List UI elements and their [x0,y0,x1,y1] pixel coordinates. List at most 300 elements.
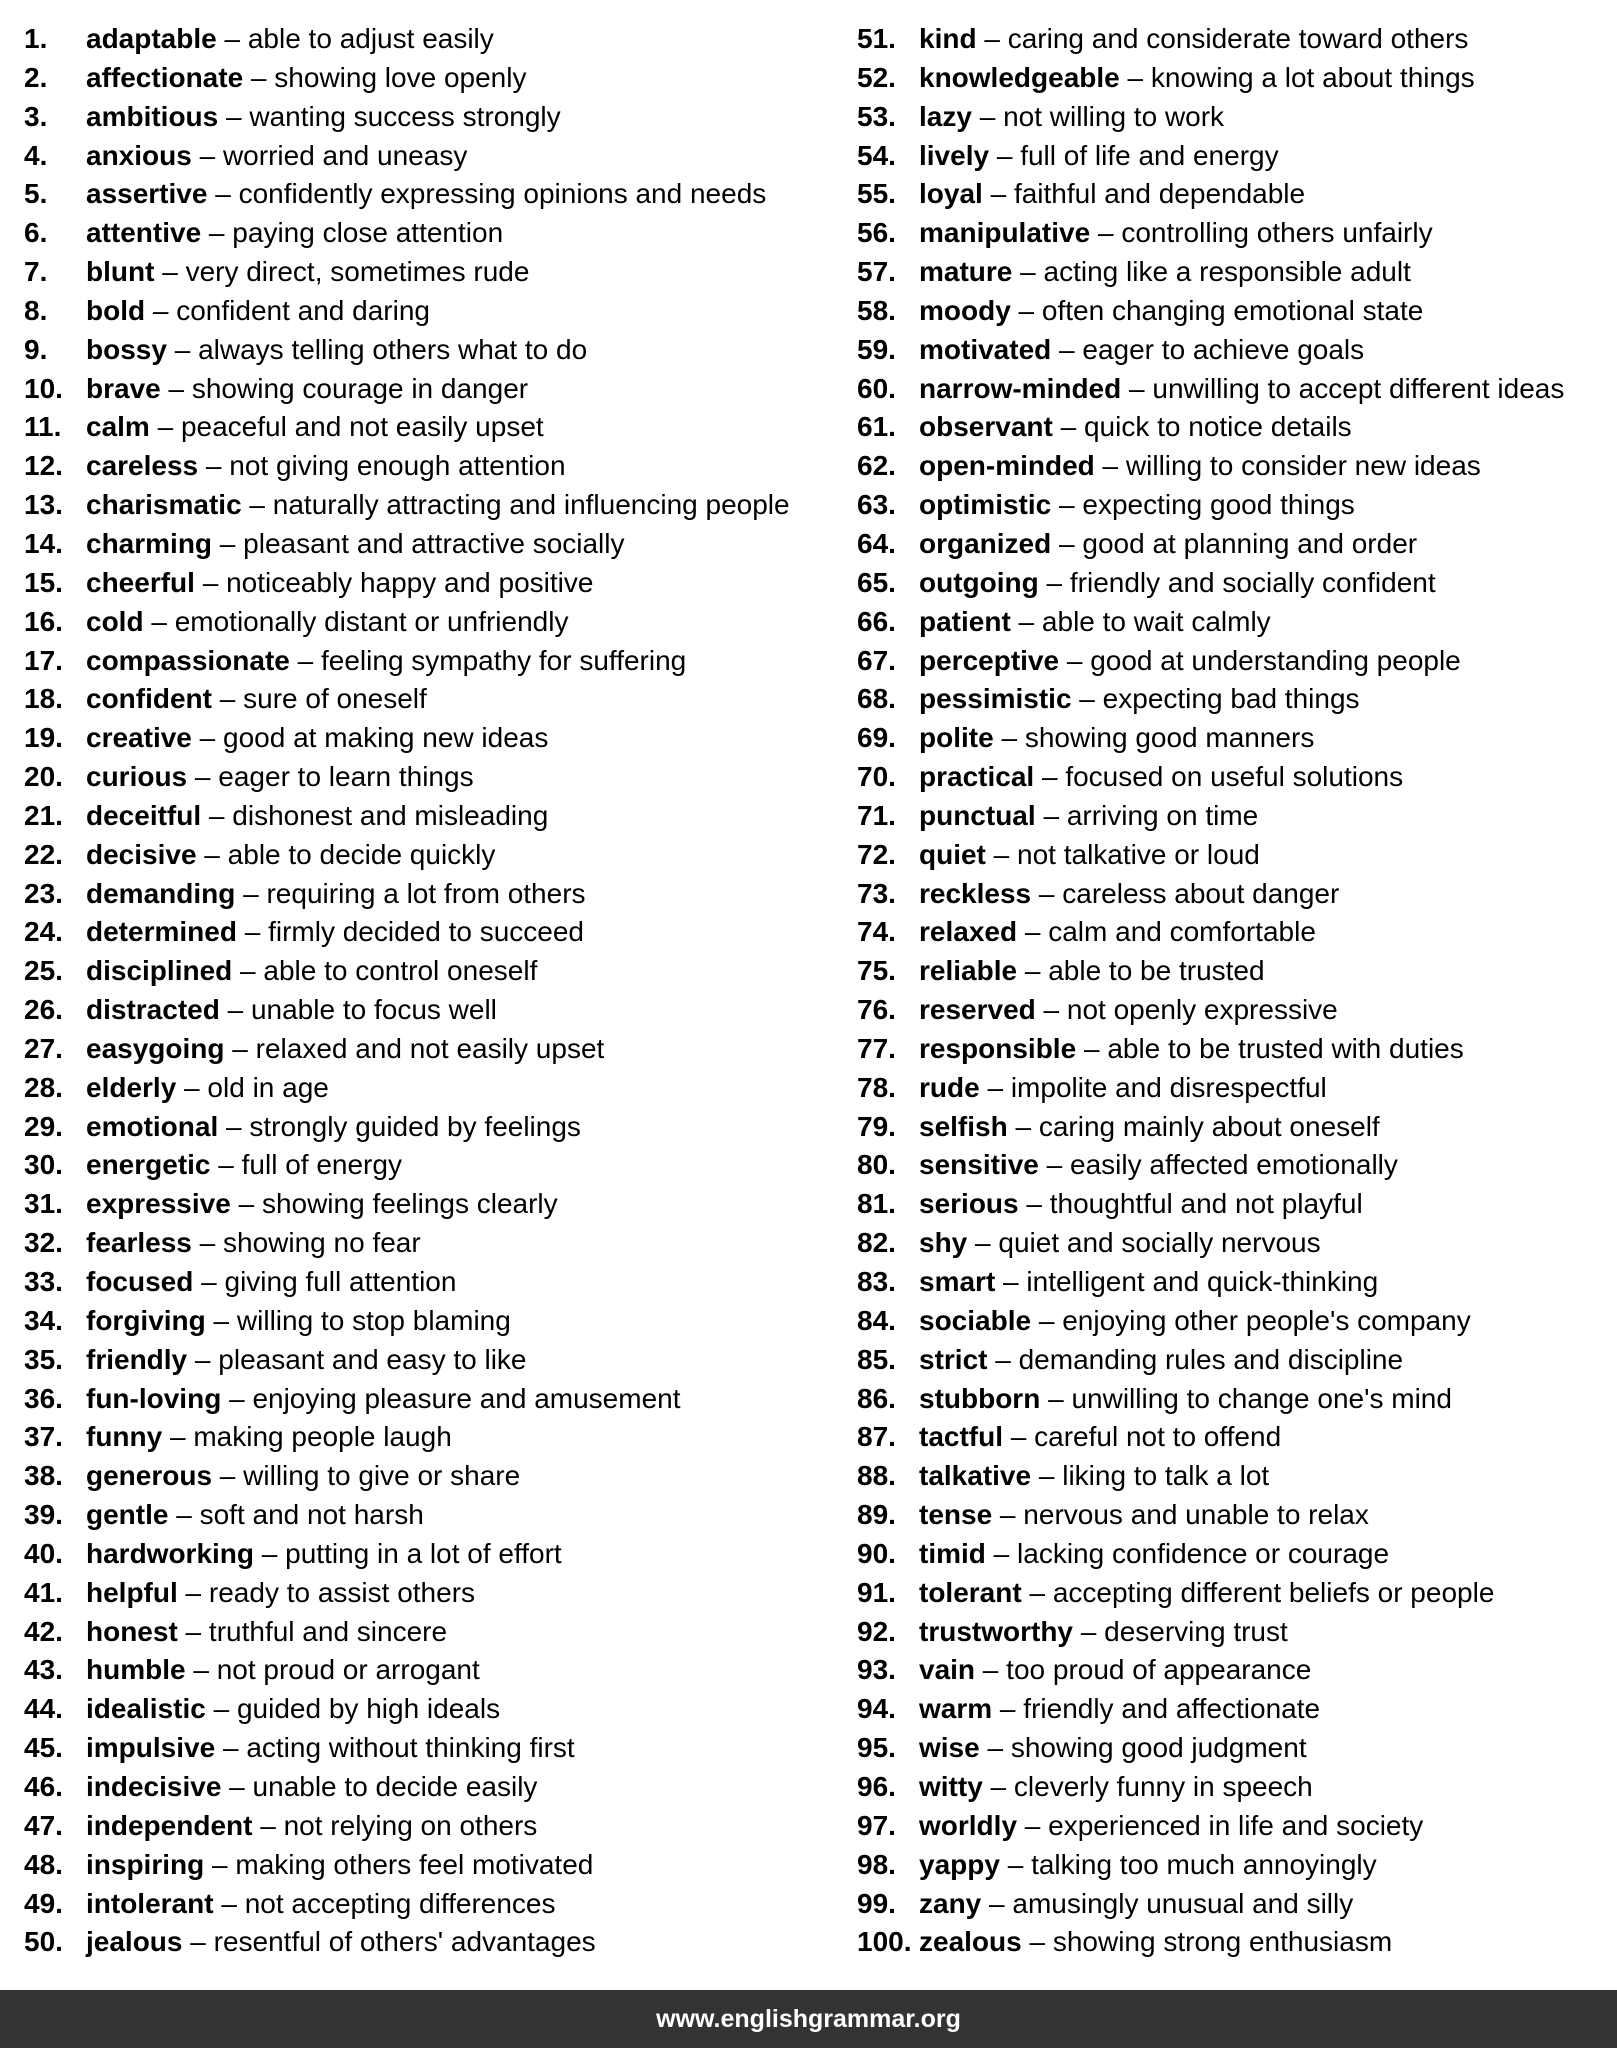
item-text [86,175,766,214]
item-separator: – [210,1149,242,1181]
item-term: gentle [86,1499,169,1531]
item-definition: feeling sympathy for suffering [321,644,687,676]
item-separator: – [982,1770,1014,1802]
list-item [857,1380,1597,1419]
item-separator: – [241,489,273,521]
item-definition: noticeably happy and positive [226,566,594,598]
item-term: expressive [86,1188,231,1220]
item-definition: thoughtful and not playful [1049,1188,1363,1220]
item-term: cold [86,605,144,637]
item-term: determined [86,916,237,948]
item-number: 62. [857,450,896,482]
item-number: 7. [24,256,48,288]
item-text [919,603,1271,642]
list-item [857,1341,1597,1380]
item-term: curious [86,761,188,793]
item-term: idealistic [86,1693,206,1725]
item-term: witty [919,1770,983,1802]
list-item [857,1768,1597,1807]
list-item [24,1030,844,1069]
item-number: 32. [24,1227,63,1259]
item-term: open-minded [919,450,1095,482]
item-separator: – [235,877,267,909]
item-text [86,875,586,914]
item-term: confident [86,683,212,715]
list-item [24,331,844,370]
item-definition: cleverly funny in speech [1013,1770,1313,1802]
item-text [86,1807,537,1846]
list-item [857,680,1597,719]
list-item [24,370,844,409]
item-separator: – [215,1732,247,1764]
item-separator: – [216,23,248,54]
item-term: anxious [86,139,192,171]
list-item [24,20,844,59]
item-text [86,1146,402,1185]
item-number: 37. [24,1421,63,1453]
list-item [24,1729,844,1768]
item-number: 24. [24,916,63,948]
item-text [919,486,1355,525]
item-term: elderly [86,1071,177,1103]
item-term: mature [919,256,1013,288]
item-separator: – [1059,644,1091,676]
item-definition: not proud or arrogant [216,1654,480,1686]
item-number: 78. [857,1071,896,1103]
item-separator: – [976,23,1008,54]
item-text [86,1030,604,1069]
item-separator: – [1031,1304,1063,1336]
item-definition: expecting good things [1082,489,1355,521]
footer-website-link[interactable]: www.englishgrammar.org [656,2005,961,2033]
item-term: helpful [86,1576,178,1608]
item-term: moody [919,294,1011,326]
item-text [86,1302,511,1341]
item-definition: able to control oneself [263,955,538,987]
list-item [24,175,844,214]
item-term: bossy [86,333,167,365]
item-text [919,370,1564,409]
item-number: 70. [857,761,896,793]
item-definition: faithful and dependable [1013,178,1306,210]
list-item [24,913,844,952]
item-definition: guided by high ideals [236,1693,501,1725]
item-term: selfish [919,1110,1008,1142]
item-number: 53. [857,100,896,132]
item-definition: always telling others what to do [198,333,588,365]
item-number: 69. [857,722,896,754]
list-item [857,1846,1597,1885]
list-item [24,1807,844,1846]
item-definition: unwilling to accept different ideas [1152,372,1565,404]
item-text [86,98,561,137]
list-item [24,797,844,836]
item-definition: caring and considerate toward others [1007,23,1469,54]
item-number: 96. [857,1770,896,1802]
item-number: 30. [24,1149,63,1181]
footer-bar [0,1990,1617,2048]
item-number: 11. [24,411,62,443]
list-item [857,20,1597,59]
item-number: 16. [24,605,63,637]
item-term: charming [86,527,213,559]
item-term: energetic [86,1149,211,1181]
list-item [857,370,1597,409]
list-item [24,1380,844,1419]
item-definition: demanding rules and discipline [1018,1343,1404,1375]
item-definition: experienced in life and society [1048,1809,1424,1841]
item-term: humble [86,1654,186,1686]
item-definition: giving full attention [224,1266,457,1297]
item-separator: – [191,139,223,171]
item-text [86,1380,681,1419]
item-text [919,1846,1377,1885]
item-definition: focused on useful solutions [1065,761,1404,793]
item-definition: nervous and unable to relax [1023,1499,1369,1531]
item-separator: – [1035,799,1067,831]
item-definition: naturally attracting and influencing people [272,489,790,521]
item-separator: – [1119,61,1151,93]
item-term: ambitious [86,100,219,132]
item-separator: – [168,1499,200,1531]
list-item [24,1496,844,1535]
item-text [919,1146,1398,1185]
item-separator: – [191,1227,224,1259]
item-text [86,1729,575,1768]
item-separator: – [236,916,269,948]
list-item [857,1807,1597,1846]
item-number: 67. [857,644,896,676]
item-definition: liking to talk a lot [1062,1460,1270,1492]
item-definition: lacking confidence or courage [1017,1537,1390,1569]
item-number: 87. [857,1421,896,1453]
item-text [919,991,1338,1030]
item-text [86,370,528,409]
item-number: 45. [24,1732,63,1764]
item-text [919,836,1260,875]
item-text [919,1690,1320,1729]
item-separator: – [1031,877,1063,909]
item-term: zealous [919,1926,1022,1958]
item-separator: – [154,256,186,288]
item-number: 46. [24,1770,63,1802]
item-text [919,1923,1392,1962]
item-separator: – [1040,1382,1072,1414]
item-definition: enjoying other people's company [1062,1304,1471,1336]
item-separator: – [198,450,230,482]
item-separator: – [187,761,219,793]
item-number: 84. [857,1304,896,1336]
item-definition: ready to assist others [208,1576,476,1608]
item-text [919,1885,1353,1924]
list-item [24,1535,844,1574]
item-separator: – [975,1654,1007,1686]
item-number: 65. [857,566,896,598]
list-item [24,447,844,486]
item-text [919,137,1279,176]
item-text [919,1224,1321,1263]
list-item [24,408,844,447]
list-item [857,1030,1597,1069]
item-separator: – [1121,372,1153,404]
item-separator: – [979,1071,1011,1103]
item-definition: quiet and socially nervous [998,1227,1321,1259]
item-separator: – [187,1343,219,1375]
item-number: 80. [857,1149,896,1181]
item-text [919,797,1258,836]
item-number: 42. [24,1615,63,1647]
item-separator: – [218,100,250,132]
item-definition: sure of oneself [243,683,427,715]
item-separator: – [194,566,227,598]
item-number: 27. [24,1032,63,1064]
item-separator: – [1010,294,1042,326]
item-text [86,1496,424,1535]
item-text [919,175,1305,214]
list-item [857,913,1597,952]
item-separator: – [162,1421,194,1453]
list-item [24,680,844,719]
list-item [24,1185,844,1224]
item-number: 55. [857,178,896,210]
item-term: manipulative [919,217,1091,249]
item-definition: pleasant and easy to like [218,1343,527,1375]
item-separator: – [221,1770,253,1802]
item-number: 85. [857,1343,896,1375]
item-term: yappy [919,1848,1000,1880]
item-separator: – [185,1654,217,1686]
item-term: reserved [919,994,1036,1026]
item-term: affectionate [86,61,244,93]
item-number: 3. [24,100,48,132]
item-separator: – [967,1227,999,1259]
list-item [857,1108,1597,1147]
item-number: 59. [857,333,896,365]
item-number: 60. [857,372,896,404]
item-definition: showing strong enthusiasm [1052,1926,1393,1958]
item-definition: good at making new ideas [223,722,549,754]
list-item [857,642,1597,681]
item-definition: dishonest and misleading [232,799,549,831]
item-number: 39. [24,1499,63,1531]
item-term: focused [86,1266,194,1297]
list-item [857,1574,1597,1613]
item-separator: – [201,217,233,249]
item-definition: wanting success strongly [249,100,561,132]
list-item [24,1651,844,1690]
item-definition: arriving on time [1066,799,1259,831]
item-text [86,1418,452,1457]
item-text [86,331,587,370]
item-separator: – [1071,683,1103,715]
item-text [919,1768,1313,1807]
item-definition: good at planning and order [1082,527,1418,559]
item-separator: – [182,1926,214,1958]
item-text [919,525,1417,564]
item-definition: firmly decided to succeed [268,916,585,948]
item-number: 75. [857,955,896,987]
item-definition: able to decide quickly [227,838,496,870]
item-text [919,253,1411,292]
list-item [857,59,1597,98]
item-definition: peaceful and not easily upset [180,411,544,443]
list-item [24,137,844,176]
item-text [919,292,1423,331]
list-item [24,642,844,681]
right-column [857,20,1597,1962]
item-definition: very direct, sometimes rude [185,256,530,288]
item-number: 72. [857,838,896,870]
item-term: impulsive [86,1732,216,1764]
list-item [857,991,1597,1030]
item-text [919,719,1314,758]
item-text [919,952,1265,991]
item-definition: eager to learn things [218,761,474,793]
list-item [24,214,844,253]
list-item [857,952,1597,991]
item-number: 14. [24,527,63,559]
item-definition: careful not to offend [1034,1421,1282,1453]
item-term: patient [919,605,1011,637]
item-definition: able to be trusted [1048,955,1265,987]
item-separator: – [985,838,1018,870]
list-item [857,175,1597,214]
item-number: 20. [24,761,63,793]
item-number: 64. [857,527,896,559]
list-item [857,98,1597,137]
item-text [86,719,548,758]
list-item [857,758,1597,797]
item-separator: – [221,1382,253,1414]
item-term: kind [919,23,977,54]
item-text [86,486,790,525]
item-separator: – [987,1343,1019,1375]
list-item [24,1302,844,1341]
item-definition: calm and comfortable [1048,916,1316,948]
list-item [857,1146,1597,1185]
item-definition: able to adjust easily [247,23,494,54]
item-text [86,137,467,176]
item-definition: easily affected emotionally [1070,1149,1398,1181]
item-separator: – [212,1460,244,1492]
item-number: 95. [857,1732,896,1764]
item-number: 28. [24,1071,63,1103]
item-separator: – [204,1848,236,1880]
item-number: 12. [24,450,63,482]
item-number: 99. [857,1887,896,1919]
item-separator: – [212,527,244,559]
item-separator: – [1017,955,1049,987]
item-definition: showing good manners [1024,722,1315,754]
item-definition: showing feelings clearly [261,1188,558,1220]
item-text [86,564,593,603]
item-separator: – [289,644,321,676]
item-text [86,292,430,331]
item-number: 77. [857,1032,896,1064]
item-number: 79. [857,1110,896,1142]
list-item [24,952,844,991]
list-item [24,1457,844,1496]
item-definition: eager to achieve goals [1082,333,1365,365]
item-definition: accepting different beliefs or people [1052,1576,1495,1608]
item-number: 15. [24,566,63,598]
item-definition: controlling others unfairly [1121,217,1433,249]
item-text [86,680,427,719]
item-number: 44. [24,1693,63,1725]
item-number: 66. [857,605,896,637]
item-definition: paying close attention [232,217,504,249]
item-separator: – [995,1266,1027,1297]
list-item [24,719,844,758]
item-separator: – [252,1809,284,1841]
item-number: 52. [857,61,896,93]
list-item [857,1496,1597,1535]
list-item [857,1690,1597,1729]
list-item [857,603,1597,642]
item-term: narrow-minded [919,372,1122,404]
item-definition: amusingly unusual and silly [1012,1887,1354,1919]
item-term: assertive [86,178,208,210]
item-number: 31. [24,1188,63,1220]
item-definition: knowing a lot about things [1150,61,1475,93]
item-text [86,1069,329,1108]
item-definition: showing no fear [223,1227,421,1259]
item-number: 33. [24,1266,63,1297]
item-definition: talking too much annoyingly [1031,1848,1377,1880]
item-term: perceptive [919,644,1060,676]
item-term: relaxed [919,916,1018,948]
list-item [857,719,1597,758]
item-separator: – [985,1537,1018,1569]
item-text [86,642,686,681]
item-term: forgiving [86,1304,206,1336]
item-separator: – [1051,527,1083,559]
item-text [86,1185,558,1224]
item-definition: not accepting differences [244,1887,556,1919]
item-number: 100. [857,1926,912,1958]
item-term: blunt [86,256,155,288]
item-separator: – [1051,489,1083,521]
item-number: 26. [24,994,63,1026]
list-item [857,836,1597,875]
item-term: worldly [919,1809,1018,1841]
item-text [86,20,494,59]
item-separator: – [254,1537,286,1569]
item-term: careless [86,450,199,482]
item-separator: – [191,722,224,754]
item-term: shy [919,1227,968,1259]
item-term: fun-loving [86,1382,222,1414]
list-item [24,1263,844,1302]
item-definition: confidently expressing opinions and needs [238,178,767,210]
item-number: 21. [24,799,63,831]
list-item [857,564,1597,603]
item-term: loyal [919,178,983,210]
item-text [86,59,526,98]
item-term: hardworking [86,1537,255,1569]
item-definition: deserving trust [1104,1615,1288,1647]
item-definition: making others feel motivated [235,1848,594,1880]
item-separator: – [205,1693,237,1725]
item-term: distracted [86,994,220,1026]
item-number: 57. [857,256,896,288]
item-number: 2. [24,61,48,93]
list-item [24,564,844,603]
item-separator: – [1031,1460,1063,1492]
list-item [24,1923,844,1962]
list-item [24,1768,844,1807]
item-separator: – [1034,761,1066,793]
